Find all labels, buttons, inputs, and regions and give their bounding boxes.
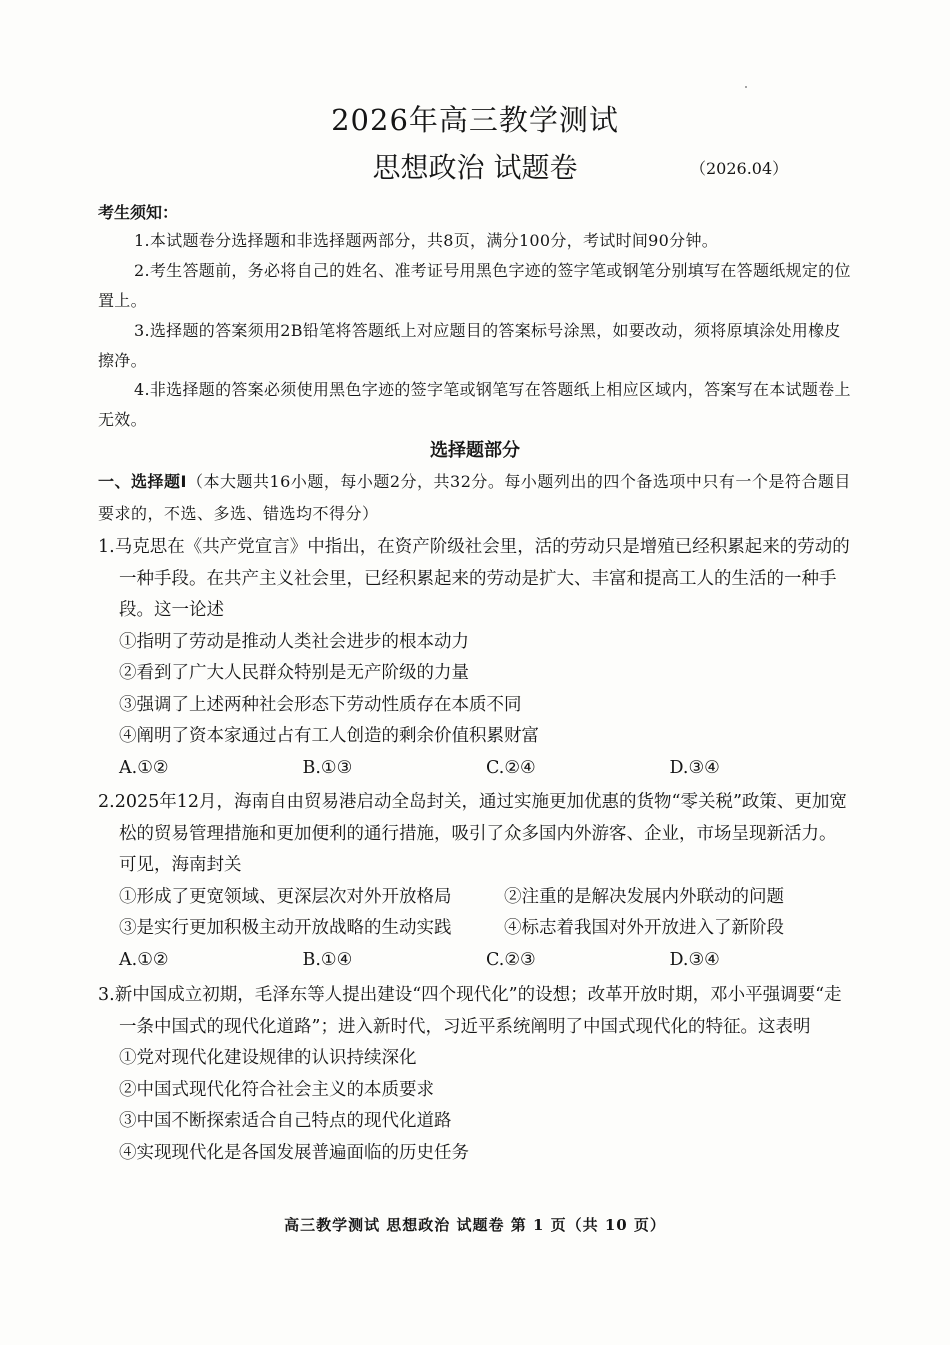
notice-item-3: 3.选择题的答案须用2B铅笔将答题纸上对应题目的答案标号涂黑，如要改动，须将原填涂处用橡皮擦净。	[98, 321, 841, 370]
part-label: 一、选择题Ⅰ	[98, 472, 187, 491]
option-item: ①形成了更宽领域、更深层次对外开放格局	[119, 886, 452, 907]
option-item: ④阐明了资本家通过占有工人创造的剩余价值积累财富	[119, 726, 539, 746]
question-1	[98, 532, 853, 784]
option-item: ②中国式现代化符合社会主义的本质要求	[119, 1079, 434, 1100]
option-item: ④标志着我国对外开放进入了新阶段	[504, 918, 784, 938]
option-item: ③强调了上述两种社会形态下劳动性质存在本质不同	[119, 694, 522, 715]
notice-heading: 考生须知：	[98, 203, 179, 222]
option-item: ②注重的是解决发展内外联动的问题	[504, 886, 784, 907]
option-item: ②看到了广大人民群众特别是无产阶级的力量	[119, 663, 469, 683]
choice-a: A.①②	[119, 757, 169, 778]
choice-c: C.②③	[486, 949, 536, 970]
choice-a: A.①②	[119, 949, 169, 970]
option-item: ④实现现代化是各国发展普遍面临的历史任务	[119, 1142, 469, 1163]
exam-title: 2026年高三教学测试	[331, 103, 619, 137]
exam-subtitle: 思想政治 试题卷	[372, 151, 578, 184]
question-stem: 3.新中国成立初期，毛泽东等人提出建设“四个现代化”的设想；改革开放时期，邓小平强调要“走一条中国式的现代化道路”；进入新时代，习近平系统阐明了中国式现代化的特征。这表明	[98, 985, 842, 1037]
question-stem: 2.2025年12月，海南自由贸易港启动全岛封关，通过实施更加优惠的货物“零关税”政策、更加宽松的贸易管理措施和更加便利的通行措施，吸引了众多国内外游客、企业，市场呈现新活力。可见，海南封关	[98, 792, 847, 875]
option-item: ①指明了劳动是推动人类社会进步的根本动力	[119, 631, 469, 652]
question-2	[98, 787, 853, 976]
section-title: 选择题部分	[430, 440, 520, 461]
option-item: ③中国不断探索适合自己特点的现代化道路	[119, 1111, 452, 1131]
option-item: ③是实行更加积极主动开放战略的生动实践	[119, 918, 452, 938]
answer-choices	[98, 945, 853, 977]
option-item: ①党对现代化建设规律的认识持续深化	[119, 1048, 417, 1068]
choice-d: D.③④	[669, 757, 720, 778]
part-description: （本大题共16小题，每小题2分，共32分。每小题列出的四个备选项中只有一个是符合题目要求的，不选、多选、错选均不得分）	[98, 472, 851, 523]
notice-item-1: 1.本试题卷分选择题和非选择题两部分，共8页，满分100分，考试时间90分钟。	[134, 231, 719, 250]
question-stem: 1.马克思在《共产党宣言》中指出，在资产阶级社会里，活的劳动只是增殖已经积累起来的劳动的一种手段。在共产主义社会里，已经积累起来的劳动是扩大、丰富和提高工人的生活的一种手段。这一论述	[98, 537, 850, 620]
scan-speck	[745, 86, 747, 88]
exam-date: （2026.04）	[690, 159, 789, 178]
choice-d: D.③④	[669, 949, 720, 970]
option-row	[98, 913, 853, 945]
answer-choices	[98, 753, 853, 785]
choice-b: B.①④	[302, 949, 353, 970]
question-3	[98, 980, 853, 1169]
option-row	[98, 882, 853, 914]
choice-b: B.①③	[302, 757, 353, 778]
choice-c: C.②④	[486, 757, 536, 778]
part-heading	[98, 466, 853, 530]
notice-item-4: 4.非选择题的答案必须使用黑色字迹的签字笔或钢笔写在答题纸上相应区域内，答案写在本试题卷上无效。	[98, 380, 851, 429]
page-footer: 高三教学测试 思想政治 试题卷 第 1 页（共 10 页）	[284, 1216, 666, 1234]
notice-item-2: 2.考生答题前，务必将自己的姓名、准考证号用黑色字迹的签字笔或钢笔分别填写在答题纸规定的位置上。	[98, 261, 851, 310]
